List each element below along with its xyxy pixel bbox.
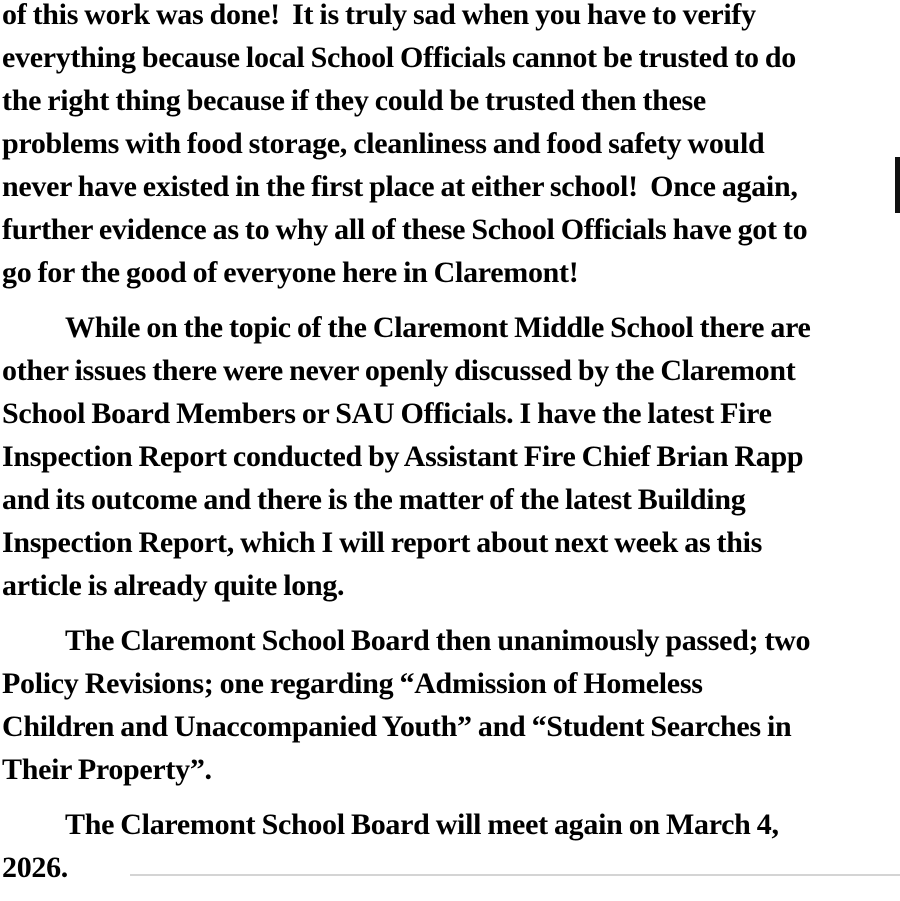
text-line: Policy Revisions; one regarding “Admission of Homeless: [2, 667, 703, 700]
paragraph-2: [2, 306, 898, 607]
text-line: of this work was done! It is truly sad when you have to verify: [2, 0, 756, 31]
text-line: The Claremont School Board then unanimously passed; two: [65, 624, 811, 657]
text-line: 2026.: [2, 851, 69, 884]
article-text: [2, 0, 898, 901]
text-line: The Claremont School Board will meet again on March 4,: [65, 808, 779, 841]
text-line: problems with food storage, cleanliness and food safety would: [2, 127, 765, 160]
text-line: Inspection Report conducted by Assistant Fire Chief Brian Rapp: [2, 440, 804, 473]
text-line: further evidence as to why all of these School Officials have got to: [2, 213, 808, 246]
text-line: other issues there were never openly discussed by the Claremont: [2, 354, 796, 387]
text-line: Inspection Report, which I will report about next week as this: [2, 526, 763, 559]
text-line: article is already quite long.: [2, 569, 345, 602]
text-line: and its outcome and there is the matter of the latest Building: [2, 483, 746, 516]
paragraph-1: [2, 0, 898, 294]
text-line: Children and Unaccompanied Youth” and “Student Searches in: [2, 710, 792, 743]
scan-artifact-right-bar: [895, 157, 900, 213]
text-line: everything because local School Officials cannot be trusted to do: [2, 41, 796, 74]
paragraph-4: [2, 803, 898, 889]
paragraph-3: [2, 619, 898, 791]
text-line: never have existed in the first place at either school! Once again,: [2, 170, 798, 203]
text-line: While on the topic of the Claremont Middle School there are: [65, 311, 811, 344]
text-line: the right thing because if they could be trusted then these: [2, 84, 706, 117]
text-line: Their Property”.: [2, 753, 212, 786]
text-line: go for the good of everyone here in Claremont!: [2, 256, 579, 289]
text-line: School Board Members or SAU Officials. I have the latest Fire: [2, 397, 772, 430]
